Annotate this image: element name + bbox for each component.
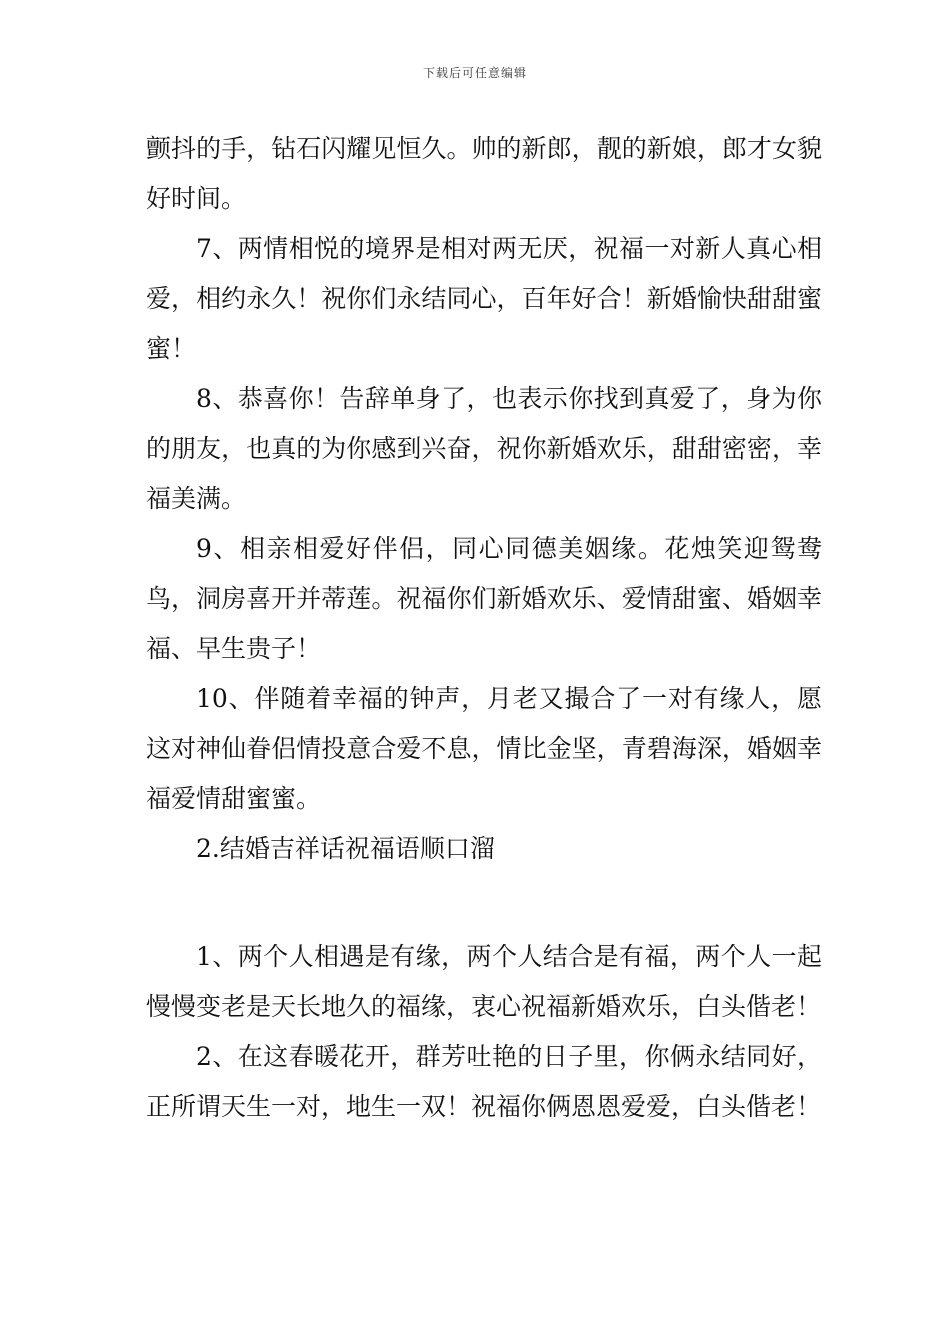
section-spacer	[146, 874, 822, 932]
wish-item-8: 8、恭喜你！告辞单身了，也表示你找到真爱了，身为你的朋友，也真的为你感到兴奋，祝你新婚欢乐，甜甜密密，幸福美满。	[146, 384, 822, 513]
wish-item-1: 1、两个人相遇是有缘，两个人结合是有福，两个人一起慢慢变老是天长地久的福缘，衷心祝福新婚欢乐，白头偕老！	[146, 942, 822, 1021]
document-body	[146, 124, 822, 1132]
section-heading: 2.结婚吉祥话祝福语顺口溜	[196, 834, 495, 863]
wish-item-7: 7、两情相悦的境界是相对两无厌，祝福一对新人真心相爱，相约永久！祝你们永结同心，百年好合！新婚愉快甜甜蜜蜜！	[146, 234, 822, 363]
wish-item-2: 2、在这春暖花开，群芳吐艳的日子里，你俩永结同好，正所谓天生一对，地生一双！祝福你俩恩恩爱爱，白头偕老！	[146, 1042, 822, 1121]
wish-item-9: 9、相亲相爱好伴侣，同心同德美姻缘。花烛笑迎鸳鸯鸟，洞房喜开并蒂莲。祝福你们新婚欢乐、爱情甜蜜、婚姻幸福、早生贵子！	[146, 534, 822, 663]
page-header-note: 下载后可任意编辑	[422, 66, 527, 80]
wish-item-10: 10、伴随着幸福的钟声，月老又撮合了一对有缘人，愿这对神仙眷侣情投意合爱不息，情比金坚，青碧海深，婚姻幸福爱情甜蜜蜜。	[146, 684, 822, 813]
continued-paragraph: 颤抖的手，钻石闪耀见恒久。帅的新郎，靓的新娘，郎才女貌好时间。	[146, 134, 822, 213]
